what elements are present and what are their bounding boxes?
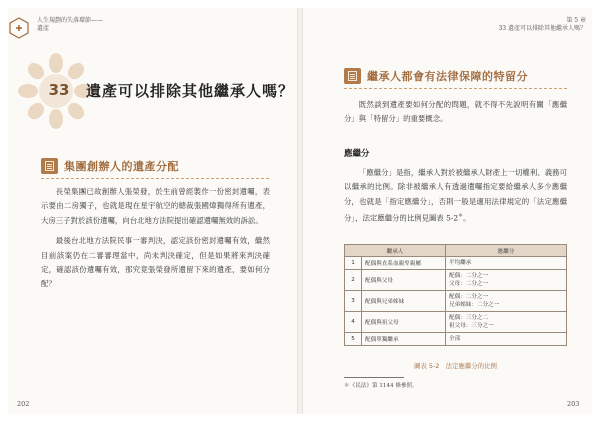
heir-cell: 配偶與直系血親卑親屬 (362, 257, 446, 270)
row-number: 2 (345, 270, 362, 291)
section-rule (41, 178, 270, 179)
right-intro-text (344, 98, 567, 133)
table-row (345, 291, 567, 312)
heir-cell: 配偶單獨繼承 (362, 333, 446, 346)
share-line: 祖父母：三分之一 (449, 323, 494, 329)
share-cell (446, 291, 567, 312)
section-heading-left (41, 158, 179, 174)
paragraph: 長榮集團已故創辦人張榮發，於生前曾經製作一份密封遺囑，表示要由二房獨子，也就是現在星宇航空的總裁張國煒獨得所有遺產，大房三子對於該份遺囑，向台北地方法院提出確認遺囑無效的訴訟。 (41, 187, 270, 225)
section-heading-right (344, 68, 528, 84)
svg-text:✚: ✚ (15, 24, 23, 33)
row-number: 5 (345, 333, 362, 346)
heir-cell: 配偶與祖父母 (362, 312, 446, 333)
running-header-line: 第 5 章 (566, 17, 586, 24)
share-cell (446, 270, 567, 291)
section-title: 繼承人都會有法律保障的特留分 (367, 70, 528, 83)
running-header-line: 33 遺產可以排除其他繼承人嗎？ (498, 24, 586, 32)
heir-cell: 配偶與父母 (362, 270, 446, 291)
chapter-title: 遺產可以排除其他繼承人嗎？ (86, 82, 295, 100)
row-number: 1 (345, 257, 362, 270)
document-icon (41, 158, 58, 174)
row-number: 4 (345, 312, 362, 333)
share-cell (446, 312, 567, 333)
table-header-row (345, 245, 567, 257)
right-body-text (344, 166, 567, 232)
share-line: 父母：二分之一 (449, 281, 489, 287)
table-row (345, 312, 567, 333)
inheritance-share-table (344, 244, 567, 346)
body-text: 「應繼分」是指，繼承人對於被繼承人財產上一切權利、義務可以繼承的比例。除非被繼承人有透過遺囑指定要給繼承人多少應繼分，也就是「指定應繼分」，否則一般是適用法律規定的「法定應繼分」，法定應繼分的比例見圖表 5-2 (344, 168, 567, 223)
row-number: 3 (345, 291, 362, 312)
paragraph: 「應繼分」是指，繼承人對於被繼承人財產上一切權利、義務可以繼承的比例。除非被繼承人有透過遺囑指定要給繼承人多少應繼分，也就是「指定應繼分」，否則一般是適用法律規定的「法定應繼分」，法定應繼分的比例見圖表 5-2＊。 (344, 168, 567, 223)
paragraph: 最後台北地方法院民事一審判決，認定該份密封遺囑有效，繼然目前該案仍在二審審理當中，尚未判決確定，但是如果將來判決確定，確認該份遺囑有效，那究竟張榮發所遺留下來的遺產，要如何分配？ (41, 236, 270, 289)
table-row (345, 270, 567, 291)
table-row (345, 257, 567, 270)
footnote-marker: ＊ (458, 213, 464, 220)
share-line: 全部 (449, 336, 461, 342)
table-header-heir: 繼承人 (345, 245, 446, 257)
page-number-left: 202 (17, 400, 30, 408)
running-header-line: 人生規劃的失落環節—— (37, 17, 104, 24)
share-line: 配偶：二分之一 (449, 294, 489, 300)
footnote-rule (344, 377, 404, 378)
table-header-share: 應繼分 (446, 245, 567, 257)
document-icon (344, 68, 361, 84)
section-title: 集團創辦人的遺產分配 (64, 160, 179, 173)
heir-cell: 配偶與兄弟姊妹 (362, 291, 446, 312)
hexagon-emblem-icon (8, 17, 30, 39)
running-header-left (37, 17, 103, 32)
running-header-right (498, 17, 586, 32)
subheading: 應繼分 (344, 149, 370, 159)
share-line: 配偶：三分之二 (449, 315, 489, 321)
share-line: 配偶：二分之一 (449, 273, 489, 279)
left-body-text (41, 185, 270, 298)
share-line: 兄弟姊妹：二分之一 (449, 302, 500, 308)
share-cell (446, 333, 567, 346)
table-caption: 圖表 5-2 法定應繼分的比例 (414, 362, 497, 370)
footnote: ＊《民法》第 1144 條參照。 (344, 383, 418, 389)
running-header-line: 遺產 (37, 24, 50, 32)
share-cell (446, 257, 567, 270)
table-row (345, 333, 567, 346)
page-number-right: 203 (567, 400, 580, 408)
paragraph: 既然談到遺產要如何分配的問題，就不得不先說明有關「應繼分」與「特留分」的重要概念。 (344, 100, 567, 124)
share-line: 平均繼承 (449, 260, 472, 266)
section-rule (344, 88, 567, 89)
chapter-number: 33 (48, 81, 70, 99)
